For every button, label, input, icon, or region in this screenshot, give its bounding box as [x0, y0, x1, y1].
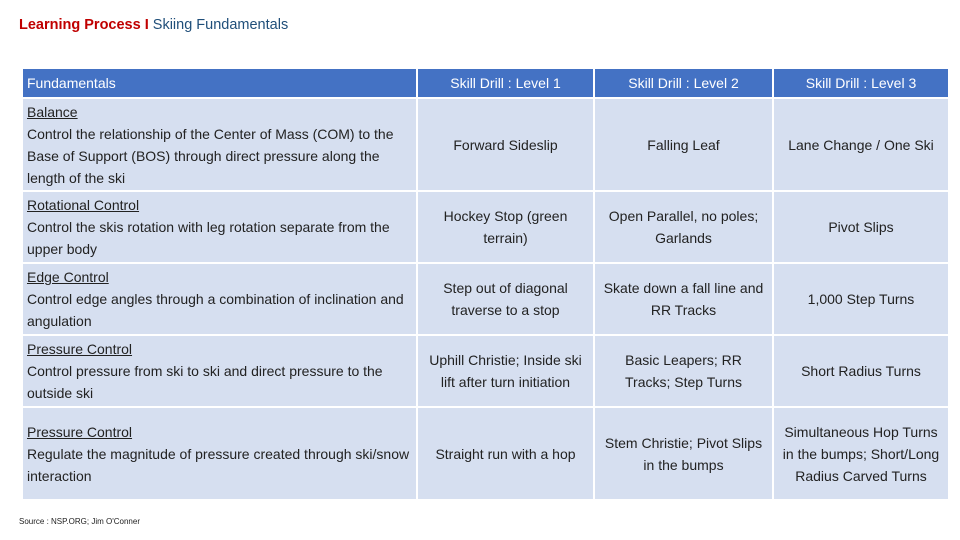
fundamental-cell	[23, 192, 416, 262]
fundamental-description: Control the relationship of the Center of Mass (COM) to the Base of Support (BOS) through direct pressure along the length of the ski	[27, 125, 394, 186]
fundamental-title: Edge Control	[27, 269, 109, 285]
level-3-cell: Pivot Slips	[774, 192, 948, 262]
level-3-cell: Short Radius Turns	[774, 336, 948, 406]
fundamental-title: Rotational Control	[27, 197, 140, 213]
level-1-cell: Hockey Stop (green terrain)	[418, 192, 593, 262]
table-row	[23, 336, 948, 406]
table-row	[23, 408, 948, 499]
table-header-row	[23, 69, 948, 97]
level-1-cell: Uphill Christie; Inside ski lift after turn initiation	[418, 336, 593, 406]
header-level-3: Skill Drill : Level 3	[774, 69, 948, 97]
fundamental-description: Control edge angles through a combination of inclination and angulation	[27, 291, 404, 329]
header-level-1: Skill Drill : Level 1	[418, 69, 593, 97]
fundamental-cell	[23, 264, 416, 334]
fundamental-cell	[23, 99, 416, 190]
table-row	[23, 264, 948, 334]
level-1-cell: Straight run with a hop	[418, 408, 593, 499]
fundamental-description: Control pressure from ski to ski and direct pressure to the outside ski	[27, 363, 383, 401]
level-1-cell: Forward Sideslip	[418, 99, 593, 190]
skills-table	[21, 67, 950, 501]
level-3-cell: Simultaneous Hop Turns in the bumps; Short/Long Radius Carved Turns	[774, 408, 948, 499]
level-2-cell: Open Parallel, no poles; Garlands	[595, 192, 772, 262]
header-level-2: Skill Drill : Level 2	[595, 69, 772, 97]
level-1-cell: Step out of diagonal traverse to a stop	[418, 264, 593, 334]
title-prefix: Learning Process I	[19, 17, 153, 33]
fundamental-description: Control the skis rotation with leg rotation separate from the upper body	[27, 219, 390, 257]
level-2-cell: Basic Leapers; RR Tracks; Step Turns	[595, 336, 772, 406]
source-note: Source : NSP.ORG; Jim O'Conner	[19, 517, 140, 526]
fundamental-description: Regulate the magnitude of pressure created through ski/snow interaction	[27, 445, 410, 484]
fundamental-title: Pressure Control	[27, 423, 133, 440]
level-3-cell: Lane Change / One Ski	[774, 99, 948, 190]
level-2-cell: Falling Leaf	[595, 99, 772, 190]
level-2-cell: Skate down a fall line and RR Tracks	[595, 264, 772, 334]
level-3-cell: 1,000 Step Turns	[774, 264, 948, 334]
level-2-cell: Stem Christie; Pivot Slips in the bumps	[595, 408, 772, 499]
header-fundamentals: Fundamentals	[23, 69, 416, 97]
fundamental-title: Pressure Control	[27, 341, 133, 357]
table-row	[23, 99, 948, 190]
fundamental-cell	[23, 336, 416, 406]
title-subject: Skiing Fundamentals	[152, 17, 289, 33]
fundamental-title: Balance	[27, 103, 78, 120]
fundamental-cell	[23, 408, 416, 499]
page-title	[19, 17, 288, 33]
table-row	[23, 192, 948, 262]
